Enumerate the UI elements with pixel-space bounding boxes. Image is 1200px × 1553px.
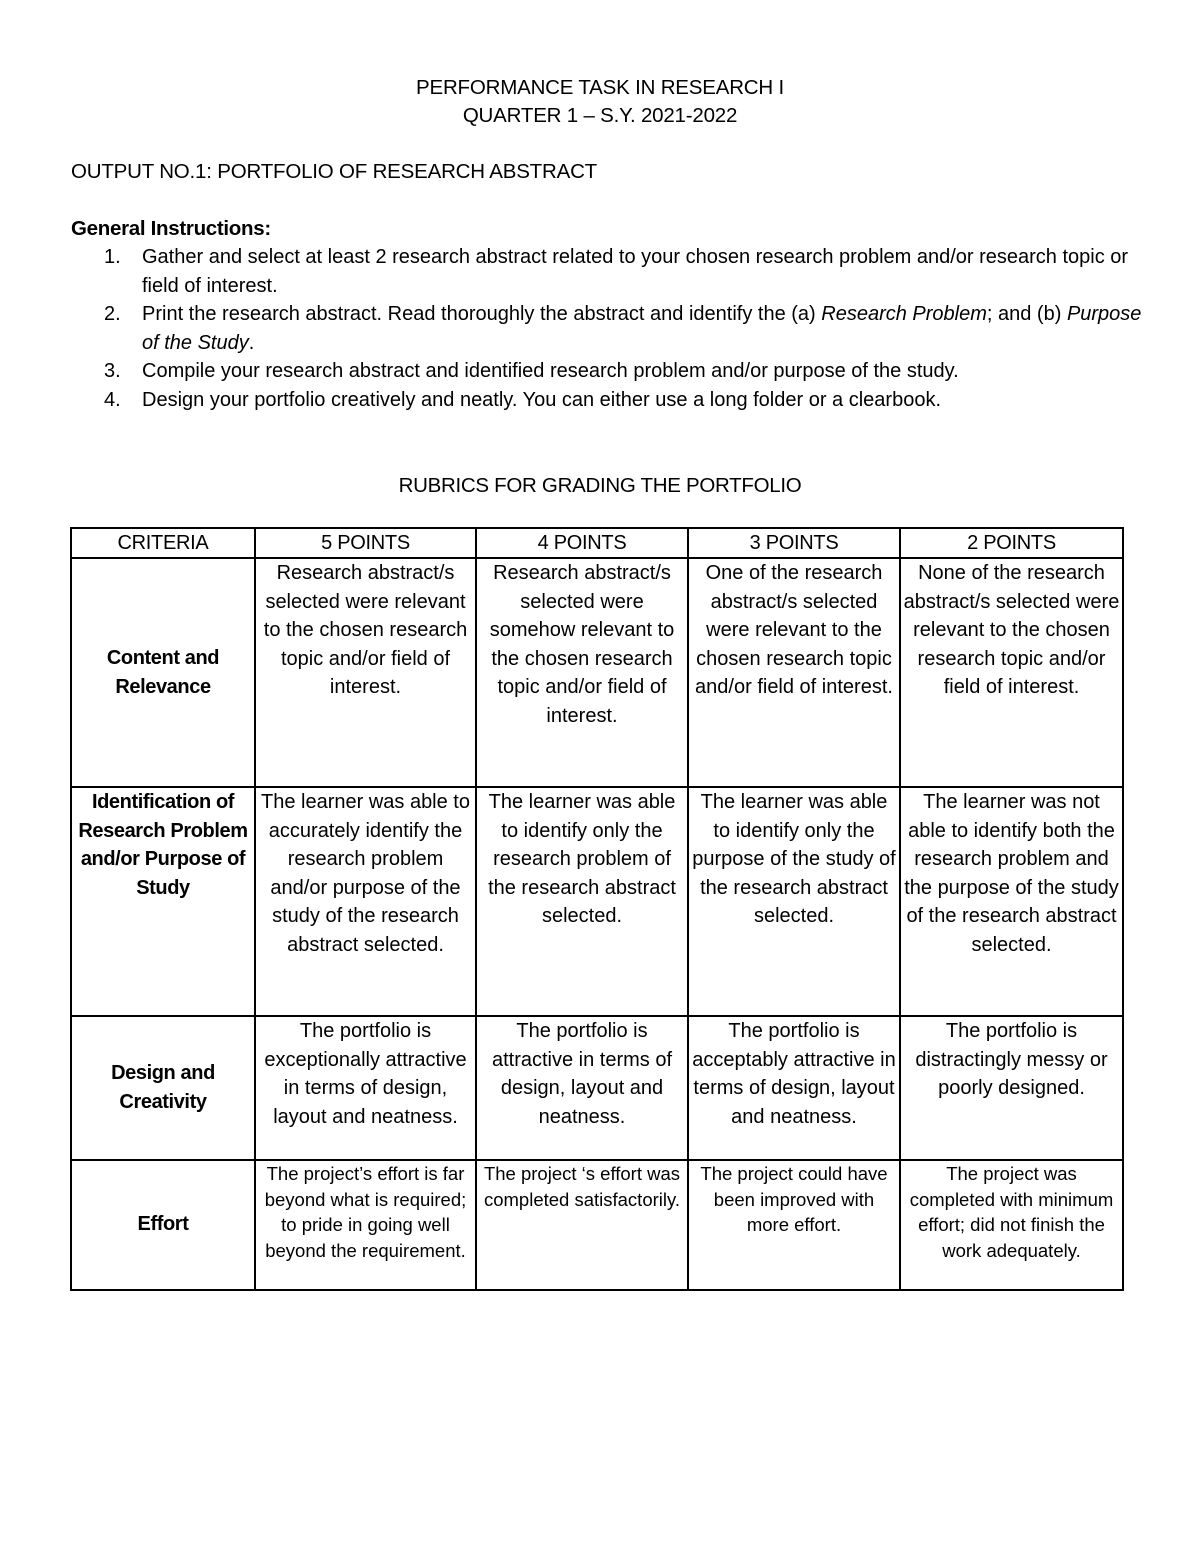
score-cell: Research abstract/s selected were relevant to the chosen research topic and/or field of interest. xyxy=(255,558,476,787)
criteria-cell: Content and Relevance xyxy=(71,558,255,787)
title-line-2: QUARTER 1 – S.Y. 2021-2022 xyxy=(462,104,738,127)
instruction-number: 3. xyxy=(104,360,121,382)
score-cell: The project’s effort is far beyond what is required; to pride in going well beyond the requirement. xyxy=(255,1160,476,1290)
instructions-list xyxy=(71,243,1146,414)
score-cell: The learner was able to identify only the research problem of the research abstract selected. xyxy=(476,787,688,1016)
title-line-1: PERFORMANCE TASK IN RESEARCH I xyxy=(416,76,784,99)
instruction-emphasis: Research Problem xyxy=(821,303,987,325)
score-cell: The learner was not able to identify both the research problem and the purpose of the study of the research abstract selected. xyxy=(900,787,1123,1016)
rubric-header-row xyxy=(71,528,1123,558)
instruction-number: 2. xyxy=(104,303,121,325)
score-cell: The project could have been improved with more effort. xyxy=(688,1160,900,1290)
rubric-row-effort xyxy=(71,1160,1123,1290)
instruction-text: Gather and select at least 2 research abstract related to your chosen research problem and/or research topic or field of interest. xyxy=(142,246,1129,297)
instruction-item xyxy=(71,386,1146,415)
score-cell: The project was completed with minimum effort; did not finish the work adequately. xyxy=(900,1160,1123,1290)
score-cell: The portfolio is exceptionally attractive in terms of design, layout and neatness. xyxy=(255,1016,476,1160)
output-heading: OUTPUT NO.1: PORTFOLIO OF RESEARCH ABSTRACT xyxy=(71,160,598,183)
score-cell: One of the research abstract/s selected were relevant to the chosen research topic and/or field of interest. xyxy=(688,558,900,787)
instruction-item xyxy=(71,300,1146,357)
score-cell: The portfolio is distractingly messy or poorly designed. xyxy=(900,1016,1123,1160)
instruction-item xyxy=(71,243,1146,300)
criteria-cell: Effort xyxy=(71,1160,255,1290)
score-cell: The learner was able to accurately identify the research problem and/or purpose of the study of the research abstract selected. xyxy=(255,787,476,1016)
score-cell: The portfolio is attractive in terms of design, layout and neatness. xyxy=(476,1016,688,1160)
rubric-title: RUBRICS FOR GRADING THE PORTFOLIO xyxy=(398,474,802,497)
header-criteria: CRITERIA xyxy=(71,528,255,558)
instruction-emphasis: Purpose of the Study xyxy=(142,303,1142,354)
instruction-text: . xyxy=(248,331,255,354)
instructions-heading: General Instructions: xyxy=(71,217,271,240)
instruction-text: Compile your research abstract and identified research problem and/or purpose of the study. xyxy=(142,360,959,382)
rubric-row-design-creativity xyxy=(71,1016,1123,1160)
score-cell: The project ‘s effort was completed satisfactorily. xyxy=(476,1160,688,1290)
rubric-row-identification xyxy=(71,787,1123,1016)
score-cell: The portfolio is acceptably attractive in terms of design, layout and neatness. xyxy=(688,1016,900,1160)
header-4-points: 4 POINTS xyxy=(476,528,688,558)
score-cell: The learner was able to identify only the purpose of the study of the research abstract selected. xyxy=(688,787,900,1016)
instruction-text: Design your portfolio creatively and neatly. You can either use a long folder or a clearbook. xyxy=(142,388,942,411)
header-5-points: 5 POINTS xyxy=(255,528,476,558)
rubric-row-content-relevance xyxy=(71,558,1123,787)
header-3-points: 3 POINTS xyxy=(688,528,900,558)
instruction-text: Print the research abstract. Read thoroughly the abstract and identify the (a) xyxy=(142,303,822,325)
criteria-cell: Design and Creativity xyxy=(71,1016,255,1160)
rubric-table xyxy=(70,527,1124,1291)
score-cell: None of the research abstract/s selected were relevant to the chosen research topic and/or field of interest. xyxy=(900,558,1123,787)
instruction-item xyxy=(71,357,1146,386)
criteria-cell: Identification of Research Problem and/or Purpose of Study xyxy=(71,787,255,1016)
instruction-number: 4. xyxy=(104,388,121,411)
instruction-number: 1. xyxy=(104,246,121,268)
header-2-points: 2 POINTS xyxy=(900,528,1123,558)
score-cell: Research abstract/s selected were somehow relevant to the chosen research topic and/or field of interest. xyxy=(476,558,688,787)
instruction-text: ; and (b) xyxy=(986,303,1067,325)
document-title xyxy=(0,74,1200,130)
